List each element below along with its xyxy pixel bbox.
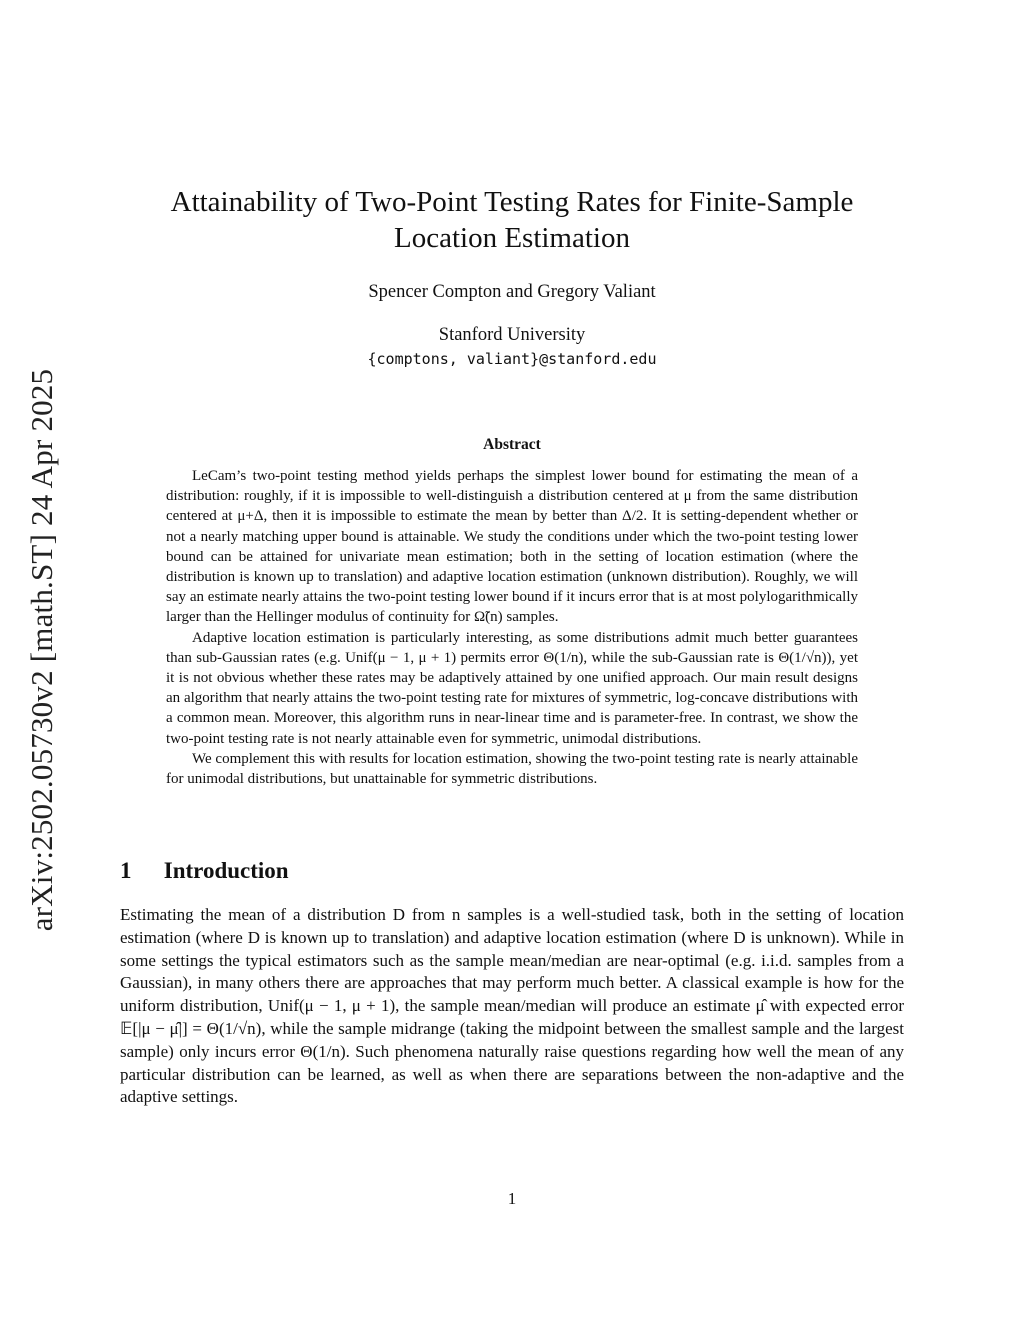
arxiv-identifier: arXiv:2502.05730v2 [math.ST] 24 Apr 2025 — [24, 368, 59, 932]
section-number: 1 — [120, 858, 132, 883]
email-address: {comptons, valiant}@stanford.edu — [367, 350, 657, 368]
abstract-paragraph-3: We complement this with results for location estimation, showing the two-point testing rate is nearly attainable for unimodal distributions, but unattainable for symmetric distributions. — [166, 750, 858, 788]
title-line-2: Location Estimation — [394, 222, 630, 254]
page-number: 1 — [507, 1189, 517, 1208]
intro-paragraph: Estimating the mean of a distribution D from n samples is a well-studied task, both in the setting of location estimation (where D is known up to translation) and adaptive location estimation (where D is unknown). While in some settings the typical estimators such as the sample mean/median are near-optimal (e.g. i.i.d. samples from a Gaussian), in many others there are approaches that may perform much better. A classical example is how for the uniform distribution, Unif(μ − 1, μ + 1), the sample mean/median will produce an estimate μ̂ with expected error 𝔼[|μ − μ̂|] = Θ(1/√n), while the sample midrange (taking the midpoint between the smallest sample and the largest sample) only incurs error Θ(1/n). Such phenomena naturally raise questions regarding how well the mean of any particular distribution can be learned, as well as when there are separations between the non-adaptive and the adaptive settings. — [120, 905, 904, 1107]
introduction-body — [120, 904, 904, 1109]
abstract-paragraph-1: LeCam’s two-point testing method yields perhaps the simplest lower bound for estimating the mean of a distribution: roughly, if it is impossible to well-distinguish a distribution centered at μ from the same distribution centered at μ+Δ, then it is impossible to estimate the mean by better than Δ/2. It is setting-dependent whether or not a nearly matching upper bound is attainable. We study the conditions under which the two-point testing lower bound can be attained for univariate mean estimation; both in the setting of location estimation (where the distribution is known up to translation) and adaptive location estimation (unknown distribution). Roughly, we will say an estimate nearly attains the two-point testing lower bound if it incurs error that is at most polylogarithmically larger than the Hellinger modulus of continuity for Ω̃(n) samples. — [166, 468, 858, 626]
affiliation: Stanford University — [438, 325, 586, 345]
paper-title — [112, 184, 912, 256]
section-heading — [120, 858, 289, 884]
section-title: Introduction — [163, 858, 289, 883]
abstract-paragraph-2: Adaptive location estimation is particularly interesting, as some distributions admit much better guarantees than sub-Gaussian rates (e.g. Unif(μ − 1, μ + 1) permits error Θ(1/n), while the sub-Gaussian rate is Θ(1/√n)), yet it is not obvious whether these rates may be adaptively attained by one unified approach. Our main result designs an algorithm that nearly attains the two-point testing rate for mixtures of symmetric, log-concave distributions with a common mean. Moreover, this algorithm runs in near-linear time and is parameter-free. In contrast, we show the two-point testing rate is not nearly attainable even for symmetric, unimodal distributions. — [166, 629, 858, 747]
author-list: Spencer Compton and Gregory Valiant — [368, 282, 656, 302]
abstract-heading: Abstract — [483, 436, 541, 453]
abstract-body — [166, 466, 858, 789]
title-line-1: Attainability of Two-Point Testing Rates for Finite-Sample — [170, 186, 854, 218]
affiliation-block — [112, 323, 912, 371]
